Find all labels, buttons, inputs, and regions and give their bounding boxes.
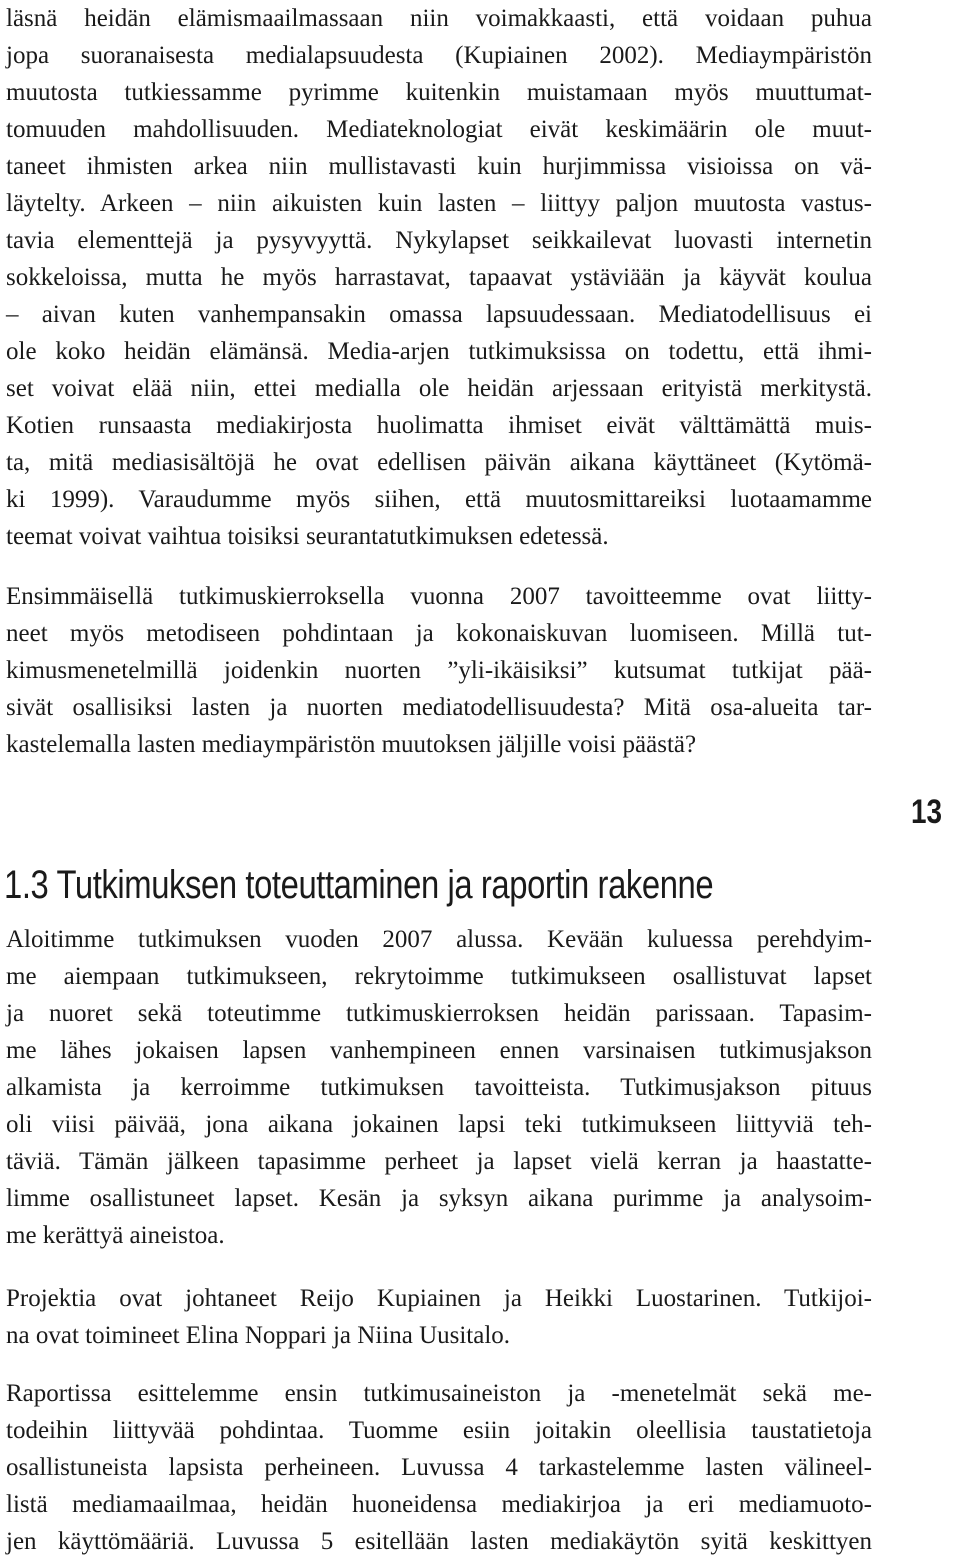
text-line: ja nuoret sekä toteutimme tutkimuskierroksen heidän parissaan. Tapasim- xyxy=(6,1000,872,1027)
text-line: Aloitimme tutkimuksen vuoden 2007 alussa. Kevään kuluessa perehdyim- xyxy=(6,926,872,953)
text-line: listä mediamaailmaa, heidän huoneidensa mediakirjoa ja eri mediamuoto- xyxy=(6,1491,872,1518)
text-line: kimusmenetelmillä joidenkin nuorten ”yli-ikäisiksi” kutsumat tutkijat pää- xyxy=(6,657,872,684)
text-line: tavia elementtejä ja pysyvyyttä. Nykylapset seikkailevat luovasti internetin xyxy=(6,227,872,254)
text-line: ki 1999). Varaudumme myös siihen, että muutosmittareiksi luotaamamme xyxy=(6,486,872,513)
paragraph-project-team xyxy=(6,1280,872,1354)
text-line: sivät osallisiksi lasten ja nuorten mediatodellisuudesta? Mitä osa-alueita tar- xyxy=(6,694,872,721)
text-line: me lähes jokaisen lapsen vanhempineen ennen varsinaisen tutkimusjakson xyxy=(6,1037,872,1064)
text-line: kastelemalla lasten mediaympäristön muutoksen jäljille voisi päästä? xyxy=(6,731,697,758)
text-line: limme osallistuneet lapset. Kesän ja syksyn aikana purimme ja analysoim- xyxy=(6,1185,872,1212)
paragraph-report-structure xyxy=(6,1375,872,1560)
text-line: Kotien runsaasta mediakirjosta huolimatta ihmiset eivät välttämättä muis- xyxy=(6,412,872,439)
text-line: tomuuden mahdollisuuden. Mediateknologiat eivät keskimäärin ole muut- xyxy=(6,116,872,143)
text-line: täviä. Tämän jälkeen tapasimme perheet ja lapset vielä kerran ja haastatte- xyxy=(6,1148,872,1175)
paragraph-implementation xyxy=(6,921,872,1254)
section-heading: 1.3 Tutkimuksen toteuttaminen ja raportin rakenne xyxy=(4,863,714,907)
text-line: läsnä heidän elämismaailmassaan niin voimakkaasti, että voidaan puhua xyxy=(6,5,872,32)
text-line: – aivan kuten vanhempansakin omassa lapsuudessaan. Mediatodellisuus ei xyxy=(6,301,872,328)
text-line: me kerättyä aineistoa. xyxy=(6,1222,225,1249)
text-line: Ensimmäisellä tutkimuskierroksella vuonna 2007 tavoitteemme ovat liitty- xyxy=(6,583,872,610)
text-line: Projektia ovat johtaneet Reijo Kupiainen ja Heikki Luostarinen. Tutkijoi- xyxy=(6,1285,872,1312)
text-line: todeihin liittyvää pohdintaa. Tuomme esiin joitakin oleellisia taustatietoja xyxy=(6,1417,872,1444)
paragraph-intro xyxy=(6,0,872,555)
text-line: läytelty. Arkeen – niin aikuisten kuin lasten – liittyy paljon muutosta vastus- xyxy=(6,190,872,217)
text-line: sokkeloissa, mutta he myös harrastavat, tapaavat ystäviään ja käyvät koulua xyxy=(6,264,872,291)
text-line: oli viisi päivää, jona aikana jokainen lapsi teki tutkimukseen liittyviä teh- xyxy=(6,1111,872,1138)
text-line: muutosta tutkiessamme pyrimme kuitenkin muistamaan myös muuttumat- xyxy=(6,79,872,106)
text-line: me aiempaan tutkimukseen, rekrytoimme tutkimukseen osallistuvat lapset xyxy=(6,963,872,990)
paragraph-methods-goals xyxy=(6,578,872,763)
page-number: 13 xyxy=(911,793,943,831)
text-line: teemat voivat vaihtua toisiksi seurantatutkimuksen edetessä. xyxy=(6,523,609,550)
text-line: ole koko heidän elämänsä. Media-arjen tutkimuksissa on todettu, että ihmi- xyxy=(6,338,872,365)
text-line: set voivat elää niin, ettei medialla ole heidän arjessaan erityistä merkitystä. xyxy=(6,375,872,402)
text-line: taneet ihmisten arkea niin mullistavasti kuin hurjimmissa visioissa on vä- xyxy=(6,153,872,180)
text-line: jopa suoranaisesta medialapsuudesta (Kupiainen 2002). Mediaympäristön xyxy=(6,42,872,69)
text-line: jen käyttömääriä. Luvussa 5 esitellään lasten mediakäytön syitä keskittyen xyxy=(6,1528,872,1555)
text-line: alkamista ja kerroimme tutkimuksen tavoitteista. Tutkimusjakson pituus xyxy=(6,1074,872,1101)
text-line: na ovat toimineet Elina Noppari ja Niina Uusitalo. xyxy=(6,1322,511,1349)
text-line: ta, mitä mediasisältöjä he ovat edellisen päivän aikana käyttäneet (Kytömä- xyxy=(6,449,872,476)
text-line: osallistuneista lapsista perheineen. Luvussa 4 tarkastelemme lasten välineel- xyxy=(6,1454,872,1481)
text-line: Raportissa esittelemme ensin tutkimusaineiston ja -menetelmät sekä me- xyxy=(6,1380,872,1407)
text-line: neet myös metodiseen pohdintaan ja kokonaiskuvan luomiseen. Millä tut- xyxy=(6,620,872,647)
